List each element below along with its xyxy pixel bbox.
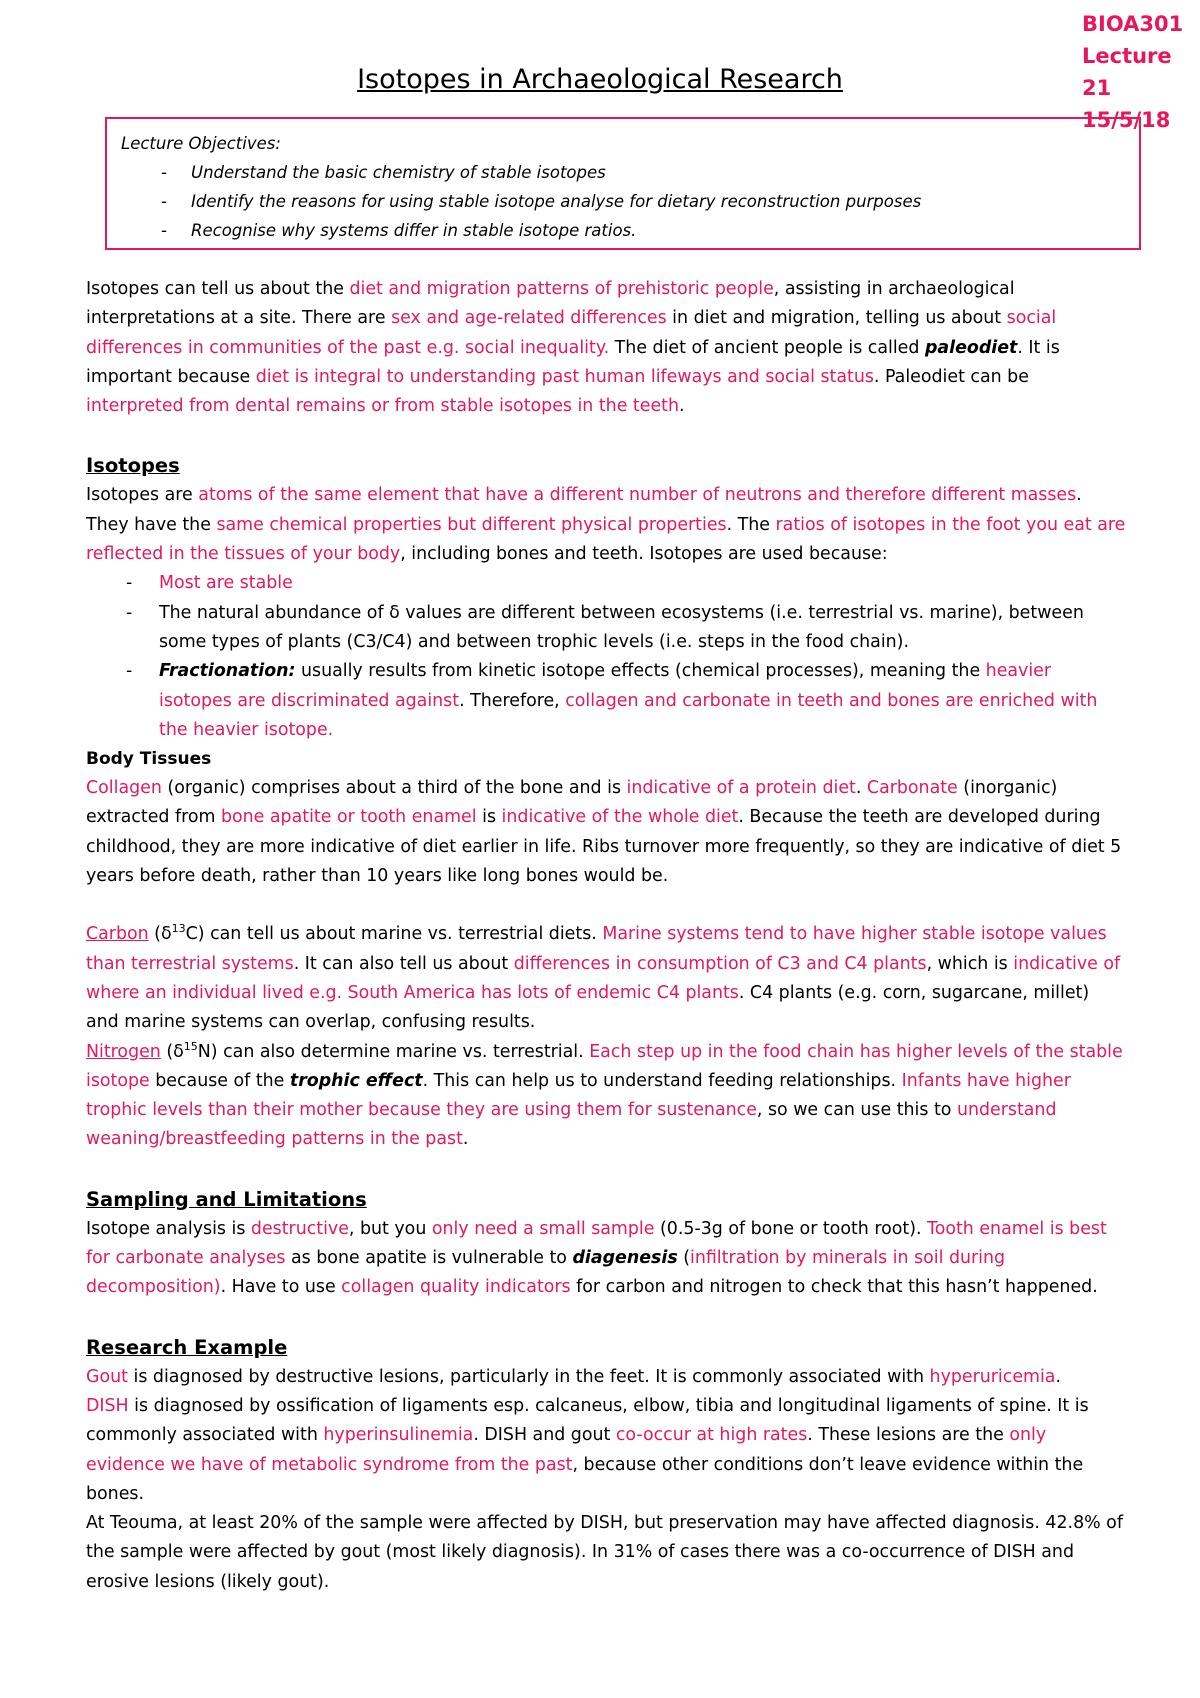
text: . C4 plants (e.g. corn, sugarcane, millet) and marine systems can overlap, confusing results. <box>86 982 1090 1033</box>
text: . <box>1055 1366 1061 1387</box>
text: . It can also tell us about <box>293 953 514 974</box>
highlight: understand weaning/breastfeeding patterns in the past <box>86 1100 1057 1150</box>
highlight: social differences in communities of the past e.g. social inequality. <box>86 308 1057 358</box>
objectives-box <box>105 117 1141 250</box>
highlight: hyperuricemia <box>929 1366 1056 1387</box>
highlight: hyperinsulinemia <box>323 1425 474 1446</box>
text: (inorganic) extracted from <box>86 778 1058 828</box>
text: . <box>855 778 867 799</box>
section-heading-research: Research Example <box>86 1335 288 1359</box>
text: Isotopes can tell us about the <box>86 279 350 299</box>
highlight: only need a small sample <box>431 1218 655 1239</box>
text: as bone apatite is vulnerable to <box>285 1248 573 1269</box>
text: (organic) comprises about a third of the bone and is <box>161 778 627 799</box>
term-trophic-effect: trophic effect <box>289 1070 423 1091</box>
highlight: Tooth enamel is best for carbonate analyses <box>86 1218 1107 1269</box>
text: . <box>679 396 685 417</box>
carbon-label: Carbon <box>86 924 149 945</box>
sampling-paragraph <box>86 1215 1126 1303</box>
superscript: 15 <box>183 1039 198 1053</box>
text: (δ <box>160 1041 184 1062</box>
text: (0.5-3g of bone or tooth root). <box>654 1218 928 1239</box>
text: (δ <box>148 924 172 945</box>
text: . DISH and gout <box>473 1425 616 1446</box>
highlight: same chemical properties but different physical properties <box>216 514 727 535</box>
text: . This can help us to understand feeding relationships. <box>422 1070 902 1091</box>
text: . These lesions are the <box>807 1425 1010 1446</box>
highlight: indicative of a protein diet <box>626 778 856 799</box>
text: . It is important because <box>86 337 1060 387</box>
subheading-body-tissues: Body Tissues <box>86 749 212 770</box>
document-body <box>86 275 1126 1597</box>
isotopes-paragraph <box>86 481 1126 569</box>
body-tissues-paragraph <box>86 774 1126 891</box>
term-paleodiet: paleodiet <box>924 337 1018 358</box>
term-diagenesis: diagenesis <box>572 1248 678 1269</box>
highlight: collagen and carbonate in teeth and bones are enriched with the heavier isotope. <box>159 690 1098 740</box>
text: The diet of ancient people is called <box>609 337 925 358</box>
highlight: indicative of the whole diet <box>501 807 739 828</box>
highlight: Each step up in the food chain has higher levels of the stable isotope <box>86 1041 1123 1091</box>
text: , including bones and teeth. Isotopes are used because: <box>400 544 888 565</box>
list-item <box>86 569 1126 598</box>
text: . Because the teeth are developed during childhood, they are more indicative of diet earlier in life. Ribs turnover more frequently, so they are indicative of diet 5 years before death, rather than 10 years like long bones would be. <box>86 807 1122 887</box>
highlight: Carbonate <box>866 778 958 799</box>
text: N) can also determine marine vs. terrestrial. <box>197 1041 590 1062</box>
text: C) can tell us about marine vs. terrestrial diets. <box>185 924 603 945</box>
objective-item: - Identify the reasons for using stable isotope analyse for dietary reconstruction purposes <box>121 187 1125 216</box>
text: , because other conditions don’t leave evidence within the bones. <box>86 1454 1084 1504</box>
highlight: atoms of the same element that have a different number of neutrons and therefore different masses <box>198 485 1077 506</box>
page-title: Isotopes in Archaeological Research <box>357 64 843 95</box>
gout-paragraph <box>86 1363 1126 1392</box>
section-heading-sampling: Sampling and Limitations <box>86 1187 367 1211</box>
highlight: Collagen <box>86 778 162 799</box>
highlight: Marine systems tend to have higher stable isotope values than terrestrial systems <box>86 924 1107 974</box>
superscript: 13 <box>171 922 186 936</box>
highlight: infiltration by minerals in soil during decomposition) <box>86 1248 1006 1298</box>
dish-paragraph <box>86 1392 1126 1509</box>
text: . They have the <box>86 485 1082 535</box>
text: Isotopes are <box>86 485 199 506</box>
carbon-paragraph <box>86 920 1126 1037</box>
highlight: DISH <box>86 1395 129 1416</box>
text: , but you <box>348 1218 432 1239</box>
nitrogen-paragraph <box>86 1038 1126 1155</box>
text: . <box>462 1129 469 1150</box>
highlight: destructive <box>250 1218 349 1239</box>
isotope-reasons-list <box>86 569 1126 745</box>
term-fractionation: Fractionation: <box>159 661 296 682</box>
text: Isotope analysis is <box>86 1218 251 1239</box>
highlight: bone apatite or tooth enamel <box>220 807 477 828</box>
text: , so we can use this to <box>756 1100 957 1121</box>
lecture-date: 15/5/18 <box>1082 108 1171 132</box>
highlight: diet is integral to understanding past human lifeways and social status <box>255 366 874 387</box>
list-item: - The natural abundance of δ values are different between ecosystems (i.e. terrestrial vs. marine), between some types of plants (C3/C4) and between trophic levels (i.e. steps in the food chain). <box>86 599 1126 658</box>
section-heading-isotopes: Isotopes <box>86 454 180 478</box>
text: ( <box>677 1248 690 1269</box>
highlight: ratios of isotopes in the foot you eat are reflected in the tissues of your body <box>86 514 1126 565</box>
teouma-paragraph: At Teouma, at least 20% of the sample were affected by DISH, but preservation may have affected diagnosis. 42.8% of the sample were affected by gout (most likely diagnosis). In 31% of cases there was a co-occurrence of DISH and erosive lesions (likely gout). <box>86 1513 1123 1592</box>
text: because of the <box>149 1070 290 1091</box>
text: , which is <box>926 953 1014 974</box>
objective-item: - Recognise why systems differ in stable isotope ratios. <box>121 216 1125 245</box>
text: is diagnosed by destructive lesions, particularly in the feet. It is commonly associated with <box>127 1366 930 1387</box>
text: . Have to use <box>220 1277 342 1298</box>
text: in diet and migration, telling us about <box>666 308 1007 329</box>
objectives-list <box>121 158 1125 245</box>
text: . Therefore, <box>459 690 566 711</box>
highlight: interpreted from dental remains or from stable isotopes in the teeth <box>86 396 679 417</box>
highlight: collagen quality indicators <box>341 1277 571 1298</box>
course-code: BIOA301 <box>1082 12 1184 36</box>
lecture-number: Lecture 21 <box>1082 44 1172 100</box>
text: for carbon and nitrogen to check that this hasn’t happened. <box>570 1277 1098 1298</box>
highlight: heavier isotopes are discriminated against <box>159 661 1052 711</box>
highlight: Gout <box>86 1366 128 1387</box>
highlight: Infants have higher trophic levels than their mother because they are using them for sustenance <box>86 1070 1071 1121</box>
highlight: diet and migration patterns of prehistoric people <box>349 279 774 299</box>
text: , assisting in archaeological interpretations at a site. There are <box>86 279 1015 329</box>
highlight: differences in consumption of C3 and C4 plants <box>513 953 927 974</box>
nitrogen-label: Nitrogen <box>86 1041 161 1062</box>
list-item <box>86 657 1126 745</box>
text: . Paleodiet can be <box>873 366 1029 387</box>
text: . The <box>726 514 776 535</box>
objectives-heading: Lecture Objectives: <box>121 134 281 153</box>
highlight: Most are stable <box>159 573 293 594</box>
intro-paragraph <box>86 275 1126 421</box>
text: is diagnosed by ossification of ligaments esp. calcaneus, elbow, tibia and longitudinal ligaments of spine. It is commonly associated with <box>86 1395 1089 1446</box>
highlight: only evidence we have of metabolic syndrome from the past <box>86 1425 1047 1475</box>
text: usually results from kinetic isotope effects (chemical processes), meaning the <box>295 661 986 682</box>
objective-item: - Understand the basic chemistry of stable isotopes <box>121 158 1125 187</box>
text: is <box>476 807 502 828</box>
highlight: co-occur at high rates <box>615 1425 808 1446</box>
highlight: sex and age-related differences <box>391 308 667 329</box>
highlight: indicative of where an individual lived e.g. South America has lots of endemic C4 plants <box>86 953 1121 1003</box>
